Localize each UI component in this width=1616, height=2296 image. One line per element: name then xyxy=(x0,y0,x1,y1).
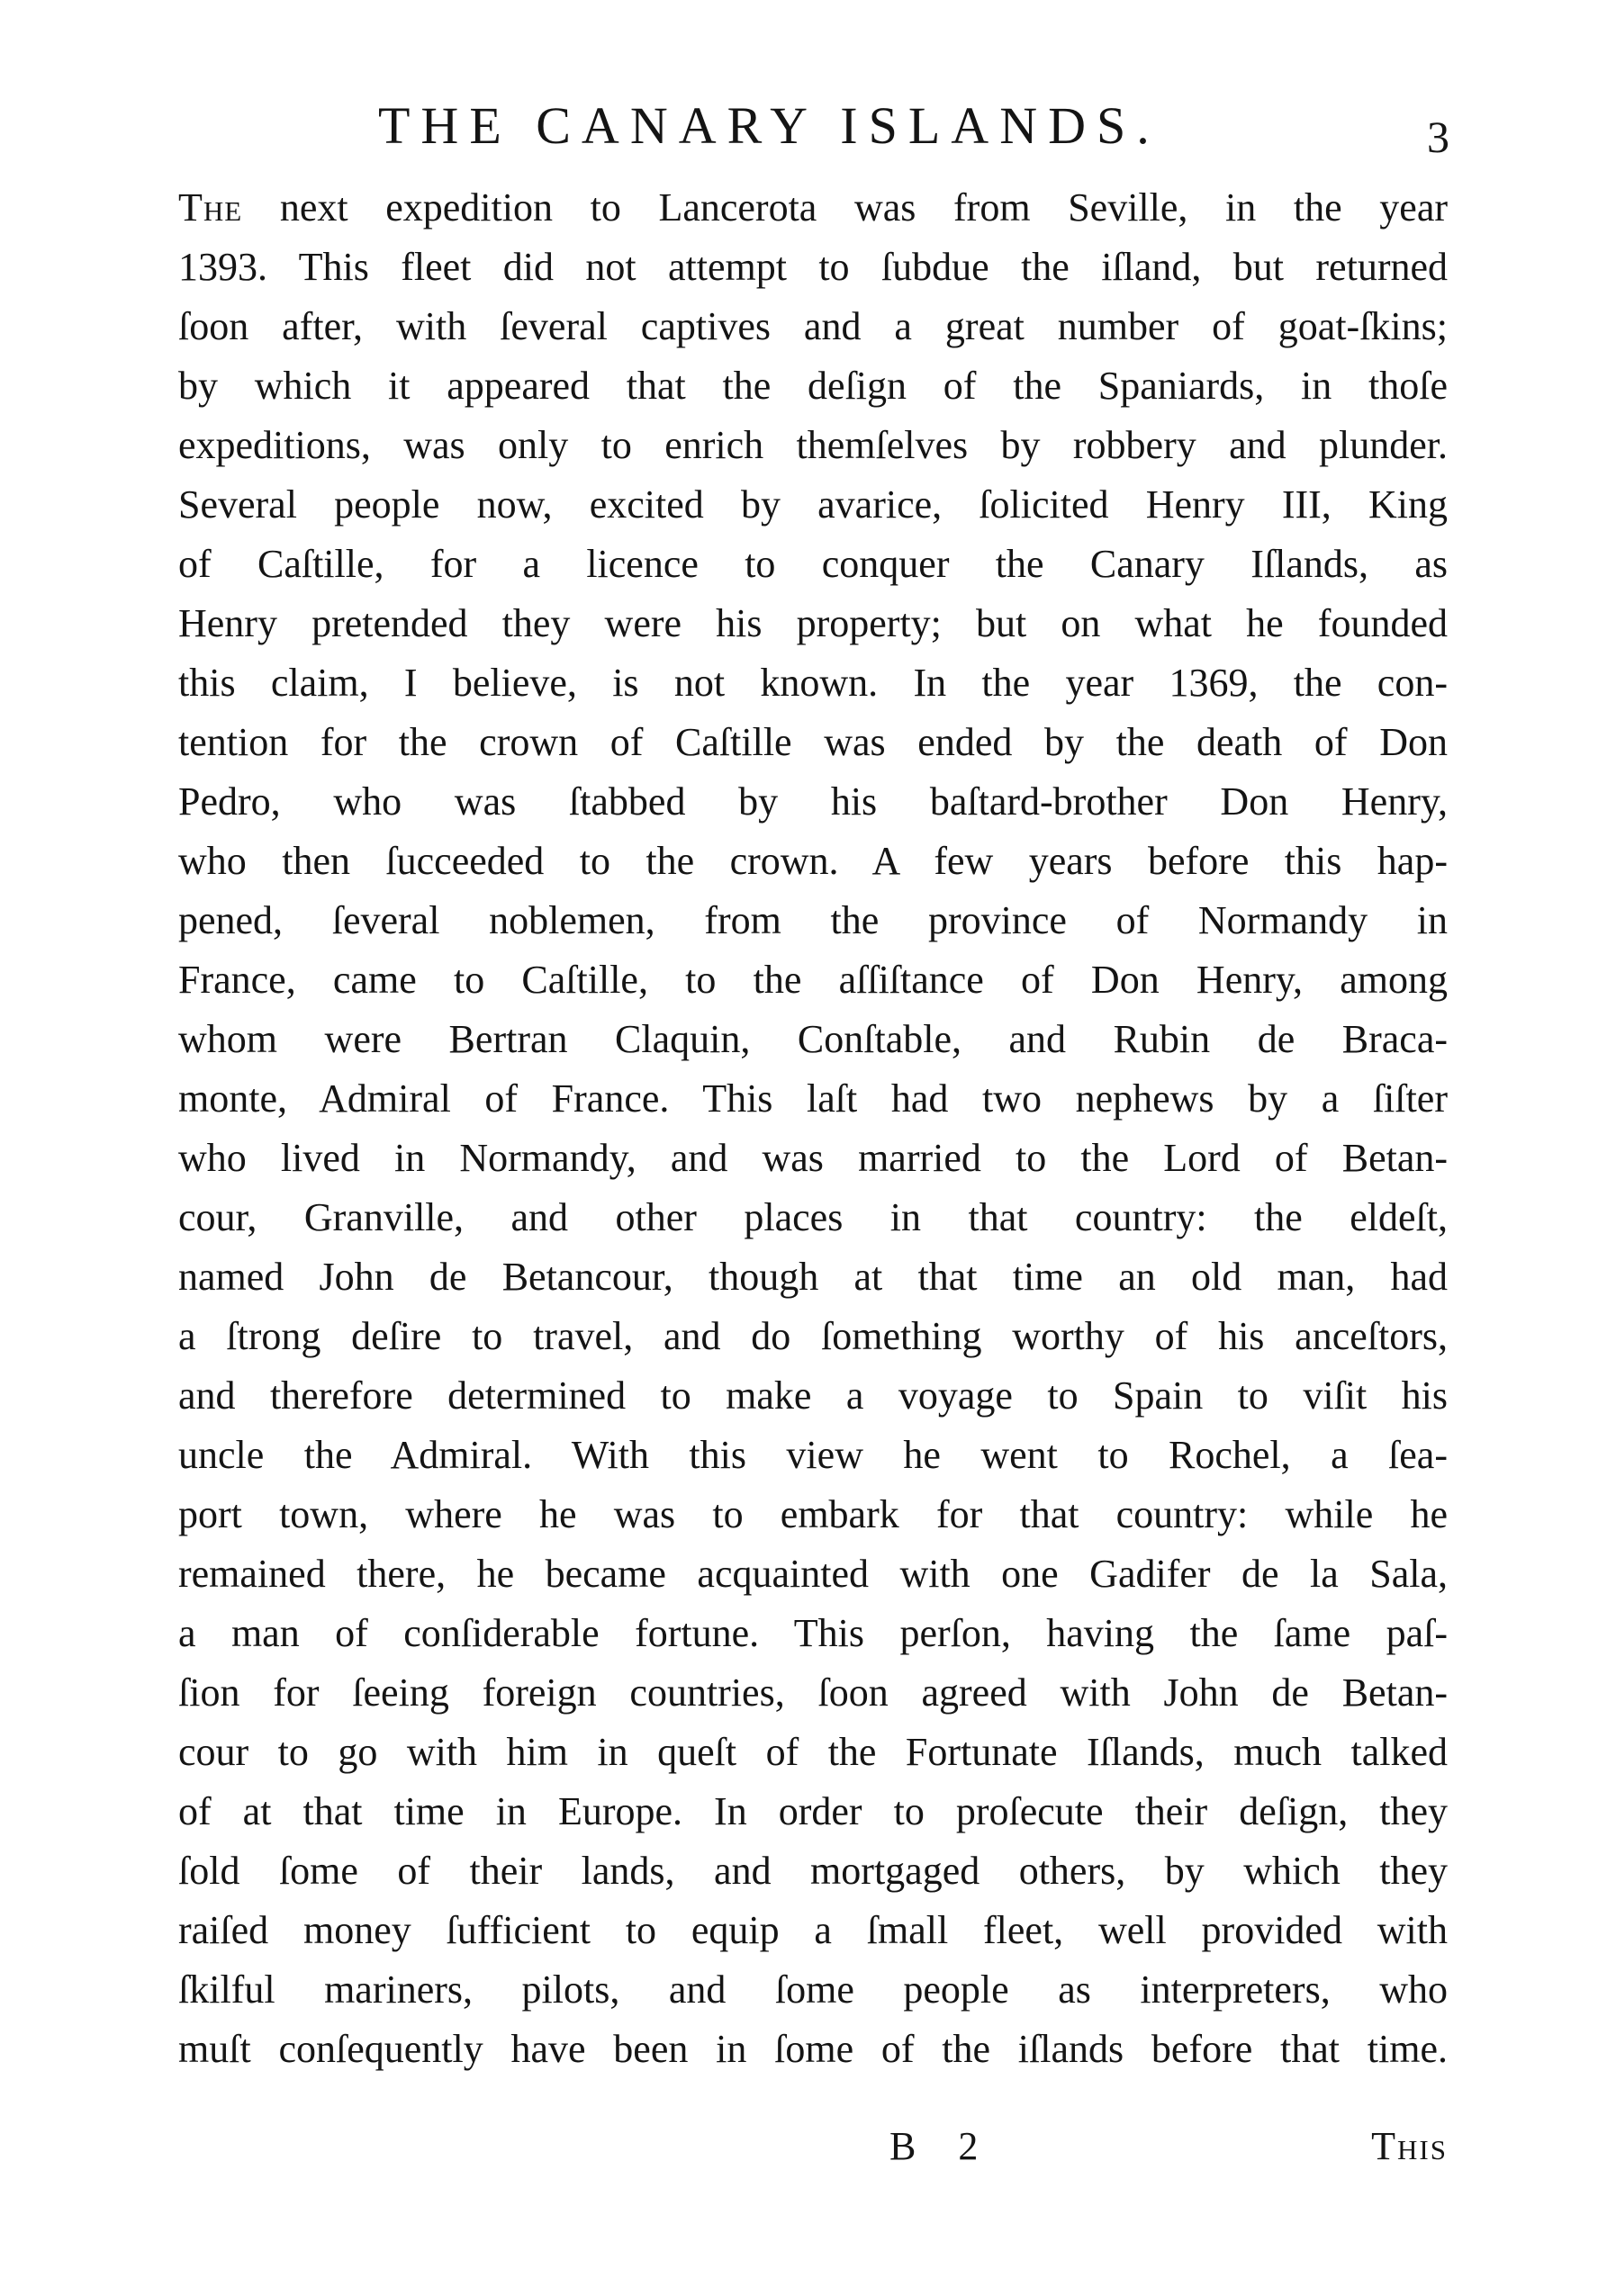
text-line: of Caſtille, for a licence to conquer the Canary Iſlands, as xyxy=(178,542,1448,586)
text-line: this claim, I believe, is not known. In the year 1369, the con- xyxy=(178,661,1448,705)
text-line: raiſed money ſufficient to equip a ſmall fleet, well provided with xyxy=(178,1908,1448,1952)
text-line: pened, ſeveral noblemen, from the province of Normandy in xyxy=(178,898,1448,942)
text-line: ſion for ſeeing foreign countries, ſoon agreed with John de Betan- xyxy=(178,1670,1448,1715)
text-line: 1393. This fleet did not attempt to ſubdue the iſland, but returned xyxy=(178,245,1448,289)
first-word: The xyxy=(178,185,243,230)
text-line: remained there, he became acquainted with one Gadifer de la Sala, xyxy=(178,1552,1448,1596)
text-line: ſkilful mariners, pilots, and ſome people as interpreters, who xyxy=(178,1967,1448,2012)
text-line: France, came to Caſtille, to the aſſiſtance of Don Henry, among xyxy=(178,958,1448,1002)
text-line: cour to go with him in queſt of the Fortunate Iſlands, much talked xyxy=(178,1730,1448,1774)
running-head xyxy=(180,90,1449,162)
text-line: monte, Admiral of France. This laſt had two nephews by a ſiſter xyxy=(178,1076,1448,1121)
text-line-content: next expedition to Lancerota was from Seville, in the year xyxy=(242,185,1448,230)
text-line: muſt conſequently have been in ſome of the iſlands before that time. xyxy=(178,2027,1448,2071)
text-line: uncle the Admiral. With this view he went to Rochel, a ſea- xyxy=(178,1433,1448,1477)
body-text xyxy=(178,178,1448,2079)
page-number: 3 xyxy=(1427,112,1449,162)
text-line: Pedro, who was ſtabbed by his baſtard-brother Don Henry, xyxy=(178,779,1448,824)
page-title: THE CANARY ISLANDS. xyxy=(378,96,1160,155)
text-line: by which it appeared that the deſign of the Spaniards, in thoſe xyxy=(178,364,1448,408)
text-line: a man of conſiderable fortune. This perſon, having the ſame paſ- xyxy=(178,1611,1448,1655)
text-line: and therefore determined to make a voyage to Spain to viſit his xyxy=(178,1373,1448,1418)
text-line: tention for the crown of Caſtille was ended by the death of Don xyxy=(178,720,1448,764)
text-line: named John de Betancour, though at that time an old man, had xyxy=(178,1255,1448,1299)
text-line: port town, where he was to embark for that country: while he xyxy=(178,1492,1448,1536)
signature-mark: B 2 xyxy=(889,2124,995,2168)
text-line: ſold ſome of their lands, and mortgaged others, by which they xyxy=(178,1849,1448,1893)
text-line: who lived in Normandy, and was married to the Lord of Betan- xyxy=(178,1136,1448,1180)
text-line: cour, Granville, and other places in that country: the eldeſt, xyxy=(178,1195,1448,1239)
page-footer xyxy=(178,2115,1448,2178)
text-line xyxy=(178,178,1448,238)
text-line: expeditions, was only to enrich themſelves by robbery and plunder. xyxy=(178,423,1448,467)
text-line: who then ſucceeded to the crown. A few years before this hap- xyxy=(178,839,1448,883)
text-line: a ſtrong deſire to travel, and do ſomething worthy of his anceſtors, xyxy=(178,1314,1448,1358)
text-line: Several people now, excited by avarice, ſolicited Henry III, King xyxy=(178,482,1448,527)
text-line: Henry pretended they were his property; but on what he founded xyxy=(178,601,1448,645)
text-line: whom were Bertran Claquin, Conſtable, and Rubin de Braca- xyxy=(178,1017,1448,1061)
text-line: of at that time in Europe. In order to proſecute their deſign, they xyxy=(178,1789,1448,1833)
catchword: This xyxy=(1371,2124,1448,2168)
text-line: ſoon after, with ſeveral captives and a great number of goat-ſkins; xyxy=(178,304,1448,348)
